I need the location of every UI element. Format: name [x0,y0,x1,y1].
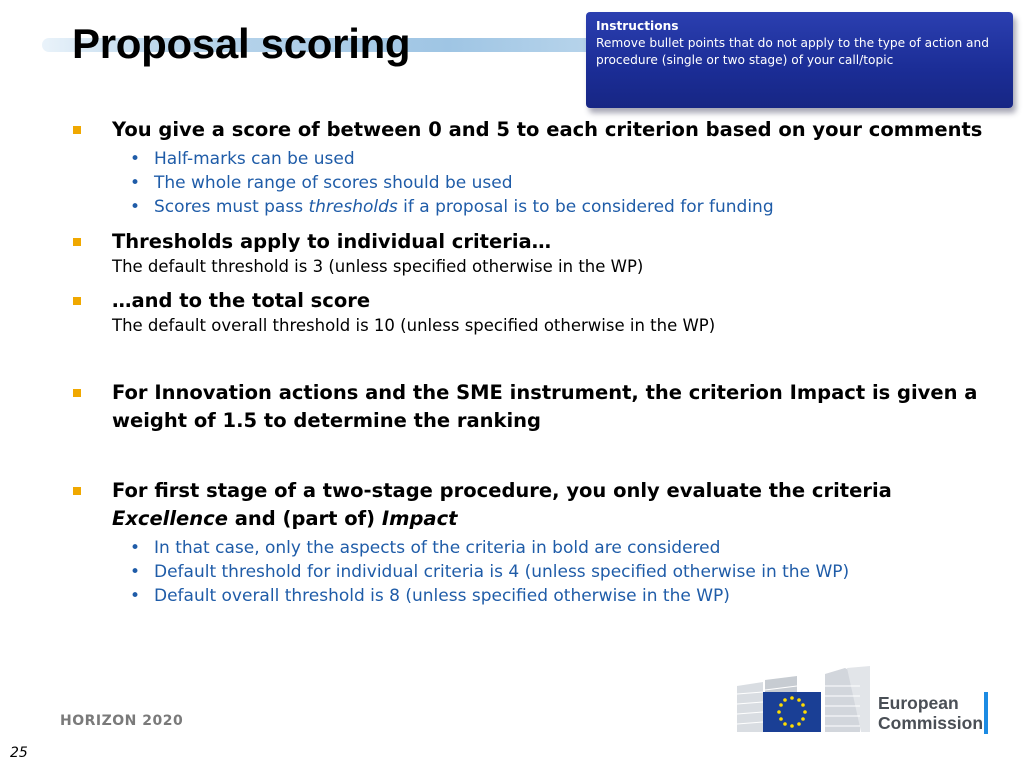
list-item [128,171,1002,195]
list-item [128,584,1002,608]
logo-text-line: European [878,693,959,713]
list-item-text: In that case, only the aspects of the criteria in bold are considered [154,538,721,558]
page-number: 25 [10,745,28,761]
bullet-dot-icon: • [130,586,141,606]
list-item-text: Scores must pass [154,197,309,217]
bullet-total-threshold [72,287,1002,337]
instructions-body: Remove bullet points that do not apply to the type of action and procedure (single or two stage) of your call/topic [596,36,989,67]
bullet-two-stage [72,477,1002,533]
footer-program-label: HORIZON 2020 [60,713,184,729]
bullet-score-range [72,116,1002,144]
logo-text-line: Commission [878,713,984,733]
list-item-text: Default threshold for individual criteria is 4 (unless specified otherwise in the WP) [154,562,850,582]
list-item [128,195,1002,219]
bullet-square-icon [73,487,81,495]
list-item-emphasis: thresholds [308,197,398,217]
logo-accent-bar [984,692,988,734]
bullet-square-icon [73,238,81,246]
bullet-impact-weight [72,379,1002,435]
list-item [128,560,1002,584]
slide-content [72,116,1002,608]
bullet-square-icon [73,297,81,305]
list-item-text: Default overall threshold is 8 (unless specified otherwise in the WP) [154,586,730,606]
list-item-text: The whole range of scores should be used [154,173,513,193]
bullet-dot-icon: • [130,149,141,169]
bullet-text: For Innovation actions and the SME instrument, the criterion Impact is given a weight of 1.5 to determine the ranking [112,381,978,432]
bullet-square-icon [73,389,81,397]
bullet-note: The default overall threshold is 10 (unless specified otherwise in the WP) [112,316,716,335]
bullet-text: …and to the total score [112,289,371,312]
bullet-text: For first stage of a two-stage procedure, you only evaluate the criteria [112,479,892,502]
bullet-text: Thresholds apply to individual criteria… [112,230,552,253]
bullet-text: You give a score of between 0 and 5 to each criterion based on your comments [112,118,983,141]
eu-flag-icon [763,692,821,732]
list-item [128,536,1002,560]
bullet-square-icon [73,126,81,134]
bullet-dot-icon: • [130,562,141,582]
list-item-text: Half-marks can be used [154,149,355,169]
slide-title: Proposal scoring [72,20,411,67]
bullet-dot-icon: • [130,538,141,558]
bullet-text: and (part of) [227,507,382,530]
sublist-two-stage [72,536,1002,608]
instructions-box [586,12,1013,108]
list-item [128,147,1002,171]
sublist-score-range [72,147,1002,219]
instructions-heading: Instructions [596,19,679,33]
list-item-text: if a proposal is to be considered for funding [397,197,774,217]
bullet-emphasis: Excellence [112,507,228,530]
bullet-note: The default threshold is 3 (unless specified otherwise in the WP) [112,257,644,276]
logo-wordmark [878,693,983,733]
bullet-dot-icon: • [130,197,141,217]
bullet-emphasis: Impact [381,507,458,530]
bullet-individual-thresholds [72,228,1002,278]
bullet-dot-icon: • [130,173,141,193]
